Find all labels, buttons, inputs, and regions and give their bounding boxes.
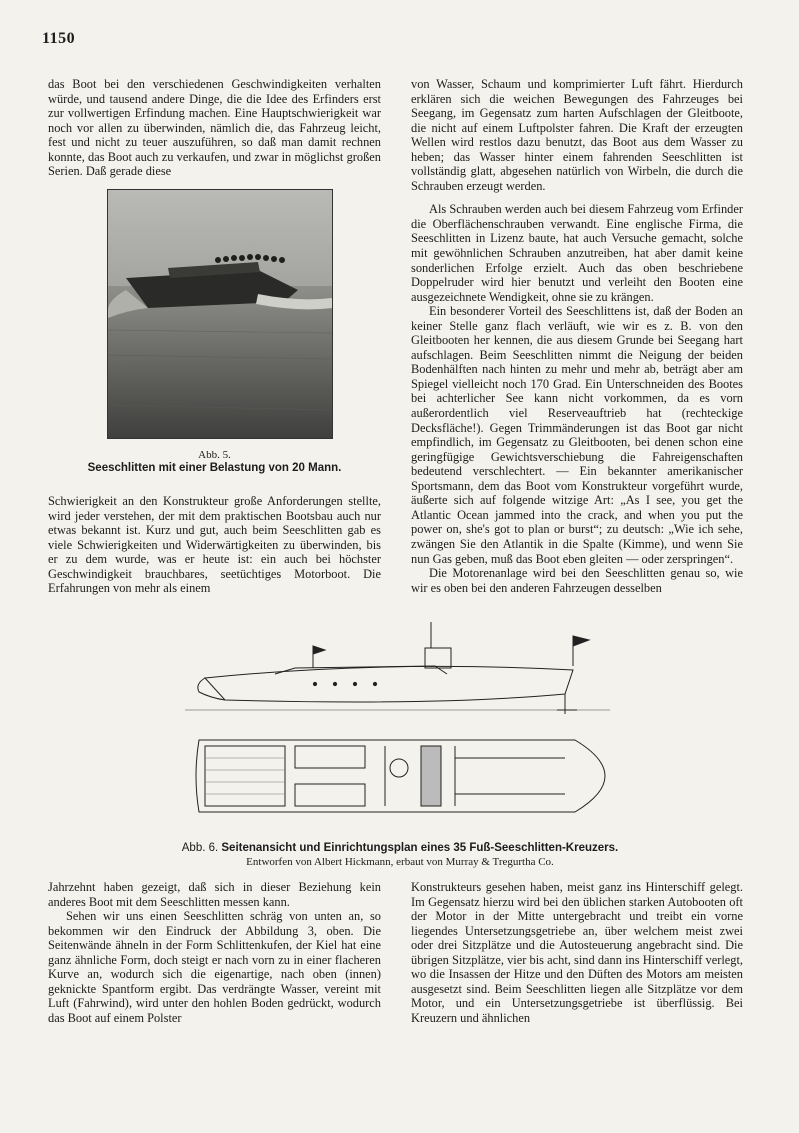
paragraph: Jahrzehnt haben gezeigt, daß sich in dieser Beziehung kein anderes Boot mit dem Seeschlitten messen kann. <box>48 880 381 909</box>
paragraph: von Wasser, Schaum und komprimierter Luft fährt. Hierdurch erklären sich die weichen Bewegungen des Fahrzeuges bei Seegang, im Gegensatz zum harten Aufschlagen der Gleitboote, die nicht auf einem Luftpolster fahren. Die Kraft der erzeugten Wellen wird restlos dazu benutzt, das Boot aus dem Wasser zu heben; das Wasser hinter einem fahrenden Seeschlitten ist vollständig glatt, abgesehen natürlich von Wirbeln, die durch die Schrauben erzeugt werden. <box>411 77 743 193</box>
text-column-right-top <box>411 77 743 595</box>
boat-photo <box>107 189 333 439</box>
text-column-left-bottom <box>48 880 381 1025</box>
figure-caption <box>120 842 680 854</box>
paragraph: Ein besonderer Vorteil des Seeschlittens ist, daß der Boden an keiner Stelle ganz flach verläuft, wie wir es z. B. von den Gleitbooten her kennen, die aus diesem Grunde bei Seegang hart aufschlagen. Beim Seeschlitten nimmt die Neigung der beiden Bodenhälften nach hinten zu mehr und mehr ab, beträgt aber am Spiegel vielleicht noch 170 Grad. Ein Unterschneiden des Bootes bei achterlicher See kann nicht vorkommen, da es vorn außerordentlich viel Reserveauftrieb hat (rechteckige Decksfläche!). Gegen Trimmänderungen ist das Boot gar nicht empfindlich, im Gegensatz zu Gleitbooten, bei denen schon eine geringfügige Gewichtsverschiebung die Fahreigenschaften bedeutend verschlechtert. — Ein bekannter amerikanischer Sportsmann, dem das Boot vom Konstrukteur vorgeführt wurde, äußerte sich auf folgende witzige Art: „As I see, you get the Atlantic Ocean jammed into the crack, and when you put the power on, she's got to plan or burst“; zu deutsch: „Wie ich sehe, zwängen Sie den Atlantik in die Spalte (Kimme), und wenn Sie nun Gas geben, muß das Boot eben gleiten — oder zerspringen“. <box>411 304 743 566</box>
figure-caption: Seeschlitten mit einer Belastung von 20 Mann. <box>87 462 342 474</box>
page-number: 1150 <box>42 30 76 47</box>
paragraph: das Boot bei den verschiedenen Geschwindigkeiten verhalten würde, und tausend andere Dinge, die die Idee des Erfinders erst zur vollwertigen Erfindung machen. Eine Hauptschwierigkeit war noch vor allen zu überwinden, nämlich die, das Fahrzeug leicht, fest und nicht zu teuer auszuführen, so daß man damit rechnen konnte, das Boot auch zu verkaufen, und zwar in möglichst großen Serien. Daß gerade diese <box>48 77 381 179</box>
paragraph: Schwierigkeit an den Konstrukteur große Anforderungen stellte, wird jeder verstehen, der mit dem praktischen Bootsbau auch nur etwas bekannt ist. Kurz und gut, auch beim Seeschlitten gab es viele Schwierigkeiten und Widerwärtigkeiten zu überwinden, bis er zu dem wurde, was er heute ist: ein auch bei höchster Geschwindigkeit brauchbares, seetüchtiges Motorboot. Die Erfahrungen von mehr als einem <box>48 494 381 596</box>
text-column-left-top <box>48 77 381 179</box>
paragraph: Sehen wir uns einen Seeschlitten schräg von unten an, so bekommen wir den Eindruck der Abbildung 3, oben. Die Seitenwände ähneln in der Form Schlittenkufen, der Kiel hat eine ganz ähnliche Form, doch steigt er nach vorn zu in einer flacheren Kurve an, wodurch sich die eigenartige, nach oben (innen) geknickte Spantform ergibt. Das verdrängte Wasser, vereint mit Luft (Fahrwind), wird unter den hohlen Boden gedrückt, wodurch das Boot auf einem Polster <box>48 909 381 1025</box>
figure-subcaption: Entworfen von Albert Hickmann, erbaut von Murray & Tregurtha Co. <box>246 856 554 868</box>
figure-title: Seitenansicht und Einrichtungsplan eines 35 Fuß-Seeschlitten-Kreuzers. <box>221 842 619 854</box>
figure-number: Abb. 5. <box>198 449 231 461</box>
paragraph: Konstrukteurs gesehen haben, meist ganz ins Hinterschiff gelegt. Im Gegensatz hierzu wird bei den üblichen starken Autobooten oft der Motor in der Mitte untergebracht und treibt ein vorne liegendes Untersetzungsgetriebe an, über welchem meist zwei oder drei Sitzplätze und die Autosteuerung angebracht sind. Die übrigen Sitzplätze, vier bis acht, sind dann ins Hinterschiff verlegt, wo die Insassen der Hitze und den Düften des Motors am meisten ausgesetzt sind. Beim Seeschlitten liegen alle Sitzplätze vor dem Motor, und ein Untersetzungsgetriebe ist überflüssig. Bei Kreuzern und ähnlichen <box>411 880 743 1025</box>
text-column-right-bottom <box>411 880 743 1025</box>
boat-photo-image <box>108 190 332 438</box>
figure-number: Abb. 6. <box>181 842 222 854</box>
text-column-left-middle <box>48 494 381 596</box>
boat-plan-drawing <box>185 618 610 838</box>
paragraph: Als Schrauben werden auch bei diesem Fahrzeug vom Erfinder die Oberflächenschrauben verwandt. Eine englische Firma, die Seeschlitten in Lizenz baute, hat auch Versuche gemacht, solche mit gewöhnlichen Schrauben anzutreiben, hat aber damit keine sonderlichen Erfolge erzielt. Auch das oben beschriebene Doppelruder wird hier benutzt und verleiht den Booten eine ausgezeichnete Wendigkeit, ohne sie zu krängen. <box>411 202 743 304</box>
paragraph: Die Motorenanlage wird bei den Seeschlitten genau so, wie wir es oben bei den anderen Fahrzeugen desselben <box>411 566 743 595</box>
